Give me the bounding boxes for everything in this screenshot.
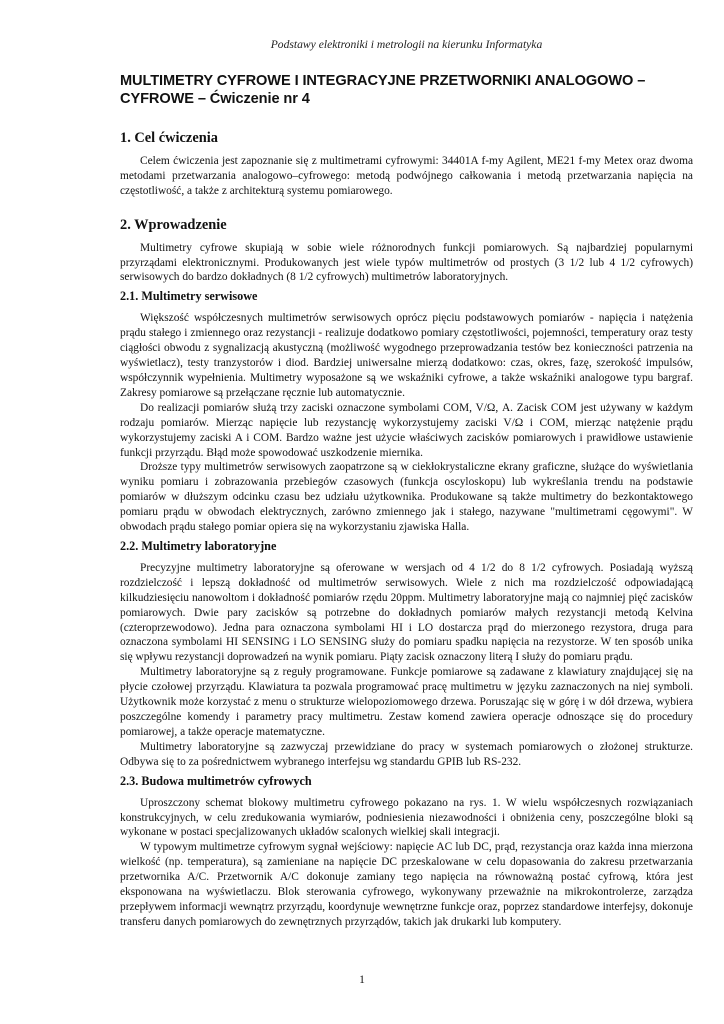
- document-page: [120, 38, 693, 930]
- paragraph: Multimetry laboratoryjne są zazwyczaj przewidziane do pracy w systemach pomiarowych o złożonej strukturze. Odbywa się to za pośrednictwem wybranego interfejsu wg standardu GPIB lub RS-232.: [120, 740, 693, 768]
- paragraph: Do realizacji pomiarów służą trzy zaciski oznaczone symbolami COM, V/Ω, A. Zacisk COM jest używany w każdym rodzaju pomiarów. Mierząc napięcie lub rezystancję wykorzystujemy zaciski V/Ω i COM, mierząc natężenie prądu wykorzystujemy zaciski A i COM. Bardzo ważne jest użycie właściwych zacisków pomiarowych i prawidłowe ustawienie funkcji przyrządu. Błąd może spowodować uszkodzenie miernika.: [120, 401, 693, 459]
- paragraph: W typowym multimetrze cyfrowym sygnał wejściowy: napięcie AC lub DC, prąd, rezystancja oraz każda inna mierzona wielkość (np. temperatura), są zamieniane na napięcie DC przeskalowane w celu dopasowania do zakresu przetwarzania przetwornika A/C. Przetwornik A/C dokonuje zamiany tego napięcia na równoważną postać cyfrową, która jest eksponowana na wyświetlaczu. Blok sterowania cyfrowego, wykonywany przeważnie na mikrokontrolerze, zarządza przepływem informacji wewnątrz przyrządu, koordynuje wewnętrzne funkcje oraz, poprzez standardowe interfejsy, dokonuje transferu danych pomiarowych do zewnętrznych przyrządów, takich jak drukarki lub komputery.: [120, 841, 693, 928]
- page-number: 1: [359, 974, 365, 986]
- section-1-heading: 1. Cel ćwiczenia: [120, 129, 218, 146]
- paragraph: Multimetry cyfrowe skupiają w sobie wiele różnorodnych funkcji pomiarowych. Są najbardziej popularnymi przyrządami elektronicznymi. Produkowanych jest wiele typów multimetrów od prostych (3 1/2 lub 4 1/2 cyfrowych) serwisowych do bardzo dokładnych (8 1/2 cyfrowych) multimetrów laboratoryjnych.: [120, 241, 693, 284]
- paragraph: Multimetry laboratoryjne są z reguły programowane. Funkcje pomiarowe są zadawane z klawiatury znajdującej się na płycie czołowej przyrządu. Klawiatura ta pozwala programować pracę multimetru w języku zaznaczonych na niej symboli. Użytkownik może korzystać z menu o strukturze wielopoziomowego drzewa. Poruszając się w górę i w dół drzewa, wybiera poszczególne komendy i parametry pracy multimetru. Zestaw komend zawiera operacje odnoszące się do procedury pomiarowej, a także operacje matematyczne.: [120, 666, 693, 738]
- running-header: Podstawy elektroniki i metrologii na kierunku Informatyka: [270, 38, 543, 51]
- paragraph: Uproszczony schemat blokowy multimetru cyfrowego pokazano na rys. 1. W wielu współczesnych rozwiązaniach konstrukcyjnych, w celu zredukowania wymiarów, podniesienia niezawodności i obniżenia ceny, poszczególne bloki są wykonane w postaci specjalizowanych układów scalonych wielkiej skali integracji.: [120, 796, 693, 839]
- document-title: MULTIMETRY CYFROWE I INTEGRACYJNE PRZETWORNIKI ANALOGOWO – CYFROWE – Ćwiczenie nr 4: [120, 72, 646, 107]
- paragraph: Droższe typy multimetrów serwisowych zaopatrzone są w ciekłokrystaliczne ekrany graficzne, służące do wyświetlania wyniku pomiaru i zobrazowania przebiegów czasowych (funkcja oscyloskopu) lub wykreślania trendu na podstawie pomiarów w dłuższym odcinku czasu bez udziału użytkownika. Produkowane są także multimetry do bezkontaktowego pomiaru prądu w obwodach elektrycznych, zarówno zmiennego jak i stałego, nazywane "multimetrami cęgowymi". W obwodach prądu stałego pomiar opiera się na wykorzystaniu zjawiska Halla.: [120, 461, 693, 534]
- paragraph: Większość współczesnych multimetrów serwisowych oprócz pięciu podstawowych pomiarów - napięcia i natężenia prądu stałego i zmiennego oraz rezystancji - realizuje dodatkowo pomiary częstotliwości, pojemności, temperatury oraz testy ciągłości obwodu z sygnalizacją akustyczną (możliwość wygodnego przeprowadzania testów bez konieczności patrzenia na wyświetlacz), testy tranzystorów i diod. Bardziej uniwersalne mierzą dodatkowo: czas, okres, fazę, szerokość impulsów, współczynnik wypełnienia. Multimetry wyposażone są we wskaźniki cyfrowe, a także wskaźniki analogowe typu bargraf. Zakresy pomiarowe są przełączane ręcznie lub automatycznie.: [120, 312, 693, 399]
- section-2-heading: 2. Wprowadzenie: [120, 216, 227, 233]
- paragraph: Celem ćwiczenia jest zapoznanie się z multimetrami cyfrowymi: 34401A f-my Agilent, ME21 f-my Metex oraz dwoma metodami przetwarzania analogowo–cyfrowego: metodą podwójnego całkowania i metodą przetwarzania napięcia na częstotliwość, a także z architekturą systemu pomiarowego.: [120, 154, 693, 197]
- section-2-1-heading: 2.1. Multimetry serwisowe: [120, 289, 258, 304]
- section-2-3-heading: 2.3. Budowa multimetrów cyfrowych: [120, 773, 312, 788]
- section-2-2-heading: 2.2. Multimetry laboratoryjne: [120, 538, 277, 553]
- paragraph: Precyzyjne multimetry laboratoryjne są oferowane w wersjach od 4 1/2 do 8 1/2 cyfrowych. Posiadają wyższą rozdzielczość i lepszą dokładność od multimetrów serwisowych. Wiele z nich ma rozdzielczość odpowiadającą kilkudziesięciu nanowoltom i dokładność pomiarów rzędu 20ppm. Multimetry laboratoryjne mają co najmniej pięć zacisków pomiarowych. Dwie pary zacisków są potrzebne do dokładnych pomiarów małych rezystancji metodą Kelvina (czteroprzewodowo). Jedna para oznaczona symbolami HI i LO dostarcza prąd do mierzonego rezystora, druga para oznaczona symbolami HI SENSING i LO SENSING służy do pomiaru spadku napięcia na rezystorze. W ten sposób unika się wpływu rezystancji doprowadzeń na wynik pomiaru. Piąty zacisk oznaczony literą I służy do pomiaru prądu.: [120, 561, 693, 664]
